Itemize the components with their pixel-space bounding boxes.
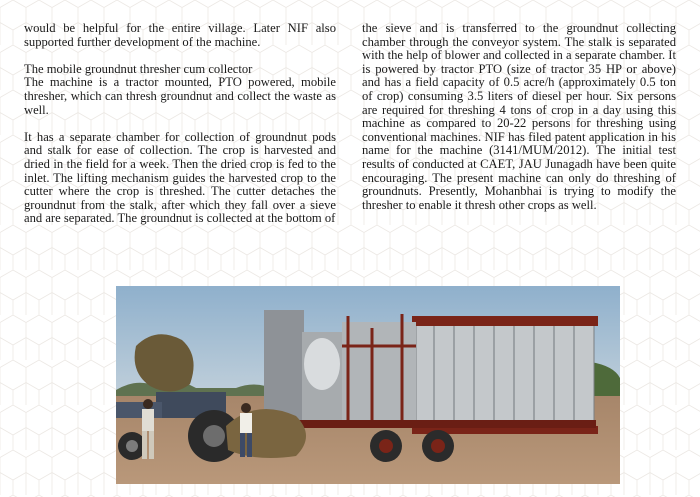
tractor-hood — [116, 402, 162, 418]
drum-tank — [304, 338, 340, 390]
right-text-column — [362, 22, 676, 226]
trailer-top-rail — [412, 316, 598, 326]
frame-structure — [342, 322, 416, 422]
section-heading: The mobile groundnut thresher cum collector — [24, 61, 253, 76]
trailer-body — [416, 324, 594, 428]
machine-section — [24, 63, 336, 117]
machine-description: The machine is a tractor mounted, PTO powered, mobile thresher, which can thresh groundnut and collect the waste as well. — [24, 75, 336, 117]
intro-paragraph: would be helpful for the entire village. Later NIF also supported further development of the machine. — [24, 21, 336, 49]
thresher-tower — [264, 310, 304, 420]
thresher-photo — [116, 286, 620, 484]
left-text-column — [24, 22, 336, 240]
process-paragraph: the sieve and is transferred to the groundnut collecting chamber through the conveyor system. The stalk is separated with the help of blower and collected in a separate chamber. It is powered by tractor PTO (size of tractor 35 HP or above) and has a field capacity of 0.5 acre/h (approximately 0.5 ton of crop) consuming 3.5 liters of diesel per hour. Six persons are required for threshing 4 tons of crop in a day using this machine as compared to 20-22 persons for threshing using conventional machines. NIF has filed patent application in his name for the machine (3141/MUM/2012). The initial test results of conducted at CAET, JAU Junagadh have been quite encouraging. The present machine can only do threshing of groundnuts. Presently, Mohanbhai is trying to modify the thresher to enable it thresh other crops as well. — [362, 21, 676, 212]
chamber-paragraph: It has a separate chamber for collection of groundnut pods and stalk for ease of collection. The crop is harvested and dried in the field for a week. Then the dried crop is fed to the inlet. The lifting mechanism guides the harvested crop to the cutter where the crop is threshed. The cutter detaches the groundnut from the stalk, after which they fall over a sieve and are separated. The groundnut is collected at the bottom of — [24, 129, 336, 226]
